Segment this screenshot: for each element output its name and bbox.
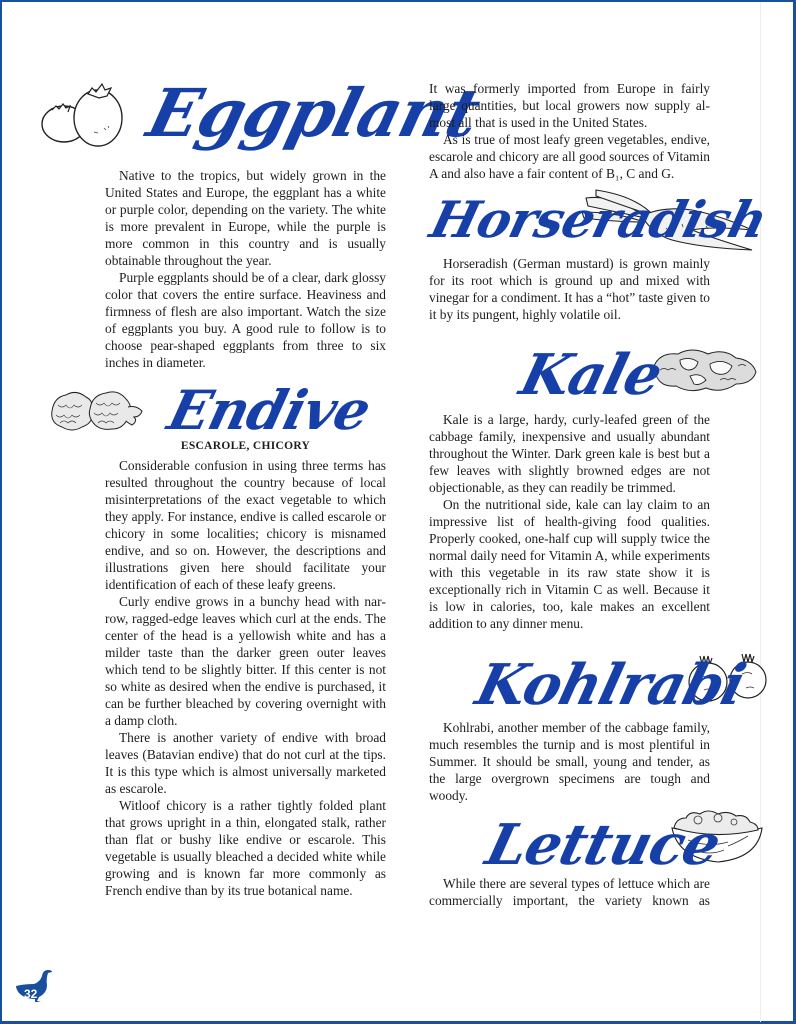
lettuce-paragraph-1: While there are several types of lettuce which are commercially important, the variety known as <box>429 876 710 908</box>
kohlrabi-body <box>429 719 710 804</box>
lettuce-heading: Lettuce <box>479 812 727 878</box>
endive-body <box>105 457 386 899</box>
page-fold-line <box>760 2 761 1022</box>
kale-paragraph-2: On the nutritional side, kale can lay claim to an impressive list of health-giving food qualities. Properly cooked, one-half cup will supply twice the normal daily need for Vitamin A, while experiments with this vegetable in its raw state show it is exceptionally rich in Vitamin C as well. Because it is low in calories, too, kale makes an excellent addition to any dinner menu. <box>429 497 710 631</box>
horseradish-paragraph-1: Horseradish (German mustard) is grown mainly for its root which is ground up and mixed with vinegar for a condiment. It has a “hot” taste given to it by its pungent, highly volatile oil. <box>429 256 710 322</box>
endive-body-continued <box>429 80 710 182</box>
endive-icon <box>48 387 148 433</box>
kale-icon <box>650 346 760 396</box>
endive-heading: Endive <box>162 378 377 442</box>
horseradish-body <box>429 255 710 323</box>
horseradish-heading: Horseradish <box>424 190 773 249</box>
kohlrabi-heading: Kohlrabi <box>469 652 752 718</box>
kale-heading: Kale <box>513 342 669 408</box>
eggplant-paragraph-1: Native to the tropics, but widely grown in the United States and Europe, the eggplant has a white or purple color, depending on the variety. The white is more prevalent in Europe, while the purple is more common in this country and is usually obtainable throughout the year. <box>105 168 386 268</box>
eggplant-icon <box>38 80 128 150</box>
endive-paragraph-1: Considerable confusion in using three terms has resulted throughout the country because of local misinterpretations of the exact vegetable to which they apply. For instance, endive is called escarole or chicory in some localities; chicory is misnamed endive, and so on. However, the descriptions and illustrations given here should facilitate your identification of each of these leafy greens. <box>105 458 386 592</box>
page-number: 32 <box>24 987 38 1001</box>
eggplant-heading: Eggplant <box>140 74 487 152</box>
eggplant-body <box>105 167 386 371</box>
kohlrabi-paragraph-1: Kohlrabi, another member of the cabbage family, much resembles the turnip and is most plentiful in Summer. It should be small, young and tender, as the large overgrown specimens are tough and woody. <box>429 720 710 803</box>
lettuce-body <box>429 875 710 909</box>
endive-paragraph-6: As is true of most leafy green vegetables, endive, escarole and chicory are all good sources of Vitamin A and also have a fair content of B₁, C and G. <box>429 132 710 181</box>
eggplant-paragraph-2: Purple eggplants should be of a clear, dark glossy color that covers the entire surface. Heaviness and firmness of flesh are also important. Watch the size of eggplants you buy. A good rule to follow is to choose pear-shaped eggplants from three to six inches in diameter. <box>105 270 386 370</box>
kale-paragraph-1: Kale is a large, hardy, curly-leafed green of the cabbage family, inexpensive and usually abundant throughout the Winter. Dark green kale is best but a few leaves with slightly browned edges are not objectionable, as they can readily be trimmed. <box>429 412 710 495</box>
endive-subtitle: ESCAROLE, CHICORY <box>180 440 311 452</box>
kale-body <box>429 411 710 632</box>
endive-paragraph-3: There is another variety of endive with broad leaves (Batavian endive) that do not curl at the tips. It is this type which is almost universally marketed as escarole. <box>105 730 386 796</box>
endive-paragraph-4: Witloof chicory is a rather tightly folded plant that grows upright in a thin, elongated stalk, rather than flat or bushy like endive or escarole. This vegetable is usually bleached a decided white while growing and is known far more commonly as French endive than by its true botanical name. <box>105 798 386 898</box>
endive-paragraph-2: Curly endive grows in a bunchy head with narrow, ragged-edge leaves which curl at the ends. The center of the head is a yellowish white and has a milder taste than the darker green outer leaves which tend to be slightly bitter. If this center is not so white as desired when the endive is purchased, it can be further bleached by covering overnight with a damp cloth. <box>105 594 386 728</box>
endive-paragraph-5: It was formerly imported from Europe in fairly large quantities, but local growers now supply almost all that is used in the United States. <box>429 81 710 130</box>
